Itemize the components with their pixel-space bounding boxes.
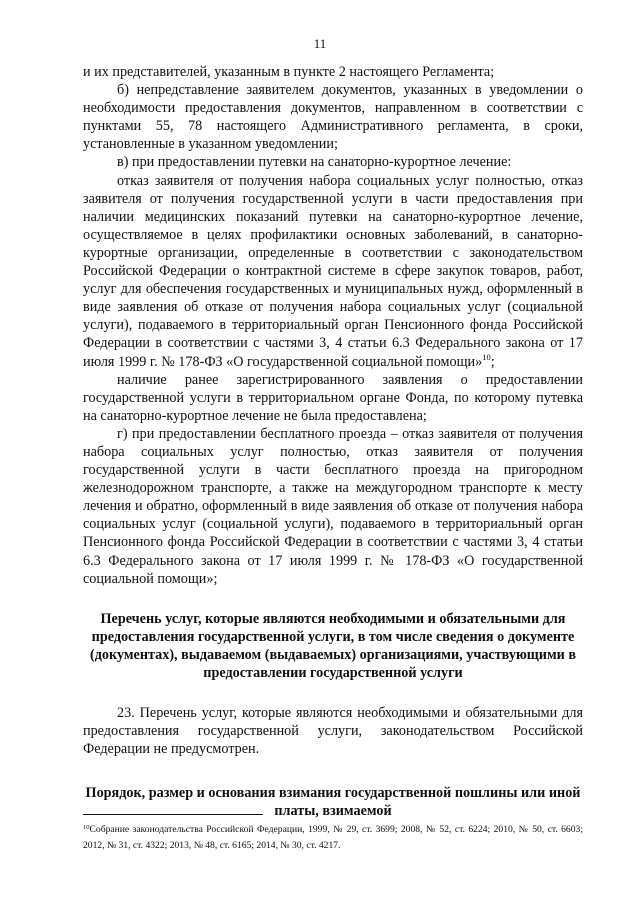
paragraph-continuation: и их представителей, указанным в пункте 2 настоящего Регламента; [83, 64, 495, 80]
section-heading-state-duty: Порядок, размер и основания взимания государственной пошлины или иной платы, взимаемой [85, 785, 581, 820]
footnote [83, 822, 583, 853]
footnote-text: Собрание законодательства Российской Федерации, 1999, № 29, ст. 3699; 2008, № 52, ст. 6224; 2010, № 50, ст. 6603; 2012, № 31, ст. 4322; 2013, № 48, ст. 6165; 2014, № 30, ст. 4217. [83, 824, 583, 851]
paragraph-g: г) при предоставлении бесплатного проезда – отказ заявителя от получения набора социальных услуг полностью, отказ заявителя от получения государственной услуги в части бесплатного проезда на пригородном железнодорожном транспорте, а также на междугородном транспорте к месту лечения и обратно, оформленный в виде заявления об отказе от получения набора социальных услуг (социальной услуги), подаваемого в территориальный орган Пенсионного фонда Российской Федерации в соответствии с частями 3, 4 статьи 6.3 Федерального закона от 17 июля 1999 г. № 178-ФЗ «О государственной социальной помощи»; [83, 425, 583, 587]
paragraph-23: 23. Перечень услуг, которые являются необходимыми и обязательными для предоставления государственной услуги, законодательством Российской Федерации не предусмотрен. [83, 705, 583, 758]
footnote-reference[interactable]: 10 [482, 351, 491, 362]
paragraph-refusal-sanatorium [83, 172, 583, 371]
footnote-reference-suffix: ; [490, 353, 495, 370]
paragraph-v: в) при предоставлении путевки на санаторно-курортное лечение: [117, 154, 512, 171]
paragraph-prior-application: наличие ранее зарегистрированного заявления о предоставлении государственной услуги в территориальном органе Фонда, по которому путевка на санаторно-курортное лечение не была предоставлена; [83, 371, 583, 424]
footnote-marker: 10 [83, 824, 90, 831]
paragraph-b: б) непредставление заявителем документов, указанных в уведомлении о необходимости предоставления документов, направленном в соответствии с пунктами 55, 78 настоящего Административного регламента, в сроки, установленные в указанном уведомлении; [83, 82, 583, 153]
footnote-divider [83, 814, 263, 815]
paragraph-refusal-sanatorium-text: отказ заявителя от получения набора социальных услуг полностью, отказ заявителя от получения государственной услуги в части предоставления при наличии медицинских показаний путевки на санаторно-курортное лечение, осуществляемое в целях профилактики основных заболеваний, в санаторно-курортные организации, определенные в соответствии с законодательством Российской Федерации о контрактной системе в сфере закупок товаров, работ, услуг для обеспечения государственных и муниципальных нужд, оформленный в виде заявления об отказе от получения набора социальных услуг (социальной услуги), подаваемого в территориальный орган Пенсионного фонда Российской Федерации в соответствии с частями 3, 4 статьи 6.3 Федерального закона от 17 июля 1999 г. № 178-ФЗ «О государственной социальной помощи» [83, 172, 583, 370]
section-heading-required-services: Перечень услуг, которые являются необходимыми и обязательными для предоставления государственной услуги, в том числе сведения о документе (документах), выдаваемом (выдаваемых) организациями, участвующими в предоставлении государственной услуги [89, 610, 576, 681]
body-text [83, 63, 583, 821]
page-number: 11 [313, 36, 327, 51]
